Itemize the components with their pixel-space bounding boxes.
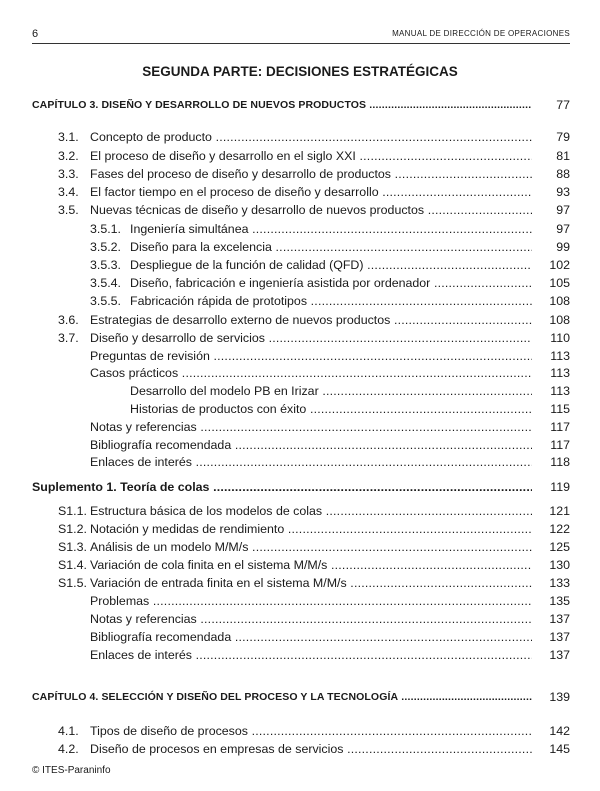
toc-entry-page: 137 bbox=[549, 648, 570, 662]
toc-entry bbox=[58, 520, 570, 538]
page-header bbox=[32, 28, 570, 44]
toc-entry-page: 99 bbox=[556, 240, 570, 254]
toc-entry-page: 130 bbox=[549, 558, 570, 572]
toc-entry-title: Enlaces de interés ..... bbox=[90, 453, 532, 471]
toc-entry-page: 137 bbox=[549, 630, 570, 644]
toc-entry-page: 97 bbox=[556, 222, 570, 236]
toc-entry bbox=[90, 274, 570, 292]
toc-entry-title: Variación de cola finita en el sistema M/M/s ..... bbox=[90, 556, 532, 574]
toc-entry-title: Estructura básica de los modelos de colas ..... bbox=[90, 502, 532, 520]
toc-entry bbox=[58, 538, 570, 556]
toc-entry-page: 115 bbox=[550, 402, 570, 416]
toc-entry-page: 125 bbox=[549, 540, 570, 554]
toc-entry-title: Bibliografía recomendada ..... bbox=[90, 628, 532, 646]
toc-entry-number: S1.4. bbox=[58, 558, 87, 572]
toc-entry bbox=[90, 628, 570, 646]
toc-entry-title: Desarrollo del modelo PB en Irizar ..... bbox=[130, 382, 532, 400]
toc-entry bbox=[90, 256, 570, 274]
toc-entry bbox=[58, 740, 570, 758]
toc-entry bbox=[90, 453, 570, 471]
toc-entry-page: 93 bbox=[556, 185, 570, 199]
toc-entry bbox=[58, 502, 570, 520]
toc-entry-page: 77 bbox=[556, 98, 570, 112]
toc-entry-number: S1.5. bbox=[58, 576, 87, 590]
toc-entry-title: CAPÍTULO 3. DISEÑO Y DESARROLLO DE NUEVOS PRODUCTOS ..... bbox=[32, 96, 532, 114]
toc-entry bbox=[58, 183, 570, 201]
toc-entry-page: 139 bbox=[549, 690, 570, 704]
toc-entry bbox=[58, 722, 570, 740]
toc-entry-title: El factor tiempo en el proceso de diseño y desarrollo ..... bbox=[90, 183, 532, 201]
toc-entry-number: 3.5.4. bbox=[90, 276, 122, 290]
toc-entry-number: 4.2. bbox=[58, 742, 79, 756]
toc-entry bbox=[58, 128, 570, 146]
toc-entry-title: Variación de entrada finita en el sistema M/M/s ..... bbox=[90, 574, 532, 592]
toc-entry-page: 137 bbox=[549, 612, 570, 626]
page-number: 6 bbox=[32, 28, 39, 40]
toc-entry bbox=[130, 400, 570, 418]
toc-entry bbox=[90, 292, 570, 310]
toc-entry-title: Despliegue de la función de calidad (QFD) ..... bbox=[130, 256, 532, 274]
toc-entry-number: S1.1. bbox=[58, 504, 87, 518]
toc-entry-page: 117 bbox=[550, 420, 570, 434]
toc-entry-title: Diseño para la excelencia ..... bbox=[130, 238, 532, 256]
toc-entry-title: Diseño, fabricación e ingeniería asistida por ordenador ..... bbox=[130, 274, 532, 292]
toc-entry-title: Estrategias de desarrollo externo de nuevos productos ..... bbox=[90, 311, 532, 329]
toc-entry-number: S1.2. bbox=[58, 522, 87, 536]
toc-entry bbox=[90, 364, 570, 382]
toc-entry-title: Casos prácticos ..... bbox=[90, 364, 532, 382]
toc-entry-page: 108 bbox=[549, 313, 570, 327]
toc-entry bbox=[58, 556, 570, 574]
toc-entry-page: 113 bbox=[550, 384, 570, 398]
toc-entry-title: Notación y medidas de rendimiento ..... bbox=[90, 520, 532, 538]
toc-entry-title: Ingeniería simultánea ..... bbox=[130, 220, 532, 238]
toc-entry-page: 113 bbox=[550, 349, 570, 363]
toc-entry-title: El proceso de diseño y desarrollo en el siglo XXI ..... bbox=[90, 147, 532, 165]
toc-entry-title: Enlaces de interés ..... bbox=[90, 646, 532, 664]
toc-entry-title: Diseño y desarrollo de servicios ..... bbox=[90, 329, 532, 347]
toc-entry-page: 97 bbox=[556, 203, 570, 217]
toc-entry bbox=[32, 478, 570, 496]
toc-entry-page: 121 bbox=[549, 504, 570, 518]
toc-entry-title: Fases del proceso de diseño y desarrollo de productos ..... bbox=[90, 165, 532, 183]
toc-entry-page: 110 bbox=[550, 331, 570, 345]
toc-entry bbox=[58, 574, 570, 592]
toc-entry-page: 135 bbox=[549, 594, 570, 608]
toc-entry-number: 3.5.2. bbox=[90, 240, 122, 254]
toc-entry bbox=[58, 165, 570, 183]
toc-entry-page: 122 bbox=[549, 522, 570, 536]
toc-entry-title: Tipos de diseño de procesos ..... bbox=[90, 722, 532, 740]
toc-entry-title: Nuevas técnicas de diseño y desarrollo de nuevos productos ..... bbox=[90, 201, 532, 219]
toc-entry-title: Notas y referencias ..... bbox=[90, 418, 532, 436]
toc-entry-page: 118 bbox=[550, 455, 570, 469]
toc-entry-number: 3.5.3. bbox=[90, 258, 122, 272]
toc-entry-number: 3.4. bbox=[58, 185, 79, 199]
toc-entry bbox=[90, 610, 570, 628]
toc-entry bbox=[32, 688, 570, 706]
toc-entry-page: 133 bbox=[549, 576, 570, 590]
toc-entry bbox=[58, 311, 570, 329]
toc-entry bbox=[90, 238, 570, 256]
toc-entry-title: Preguntas de revisión ..... bbox=[90, 347, 532, 365]
toc-entry-number: 3.5. bbox=[58, 203, 79, 217]
toc-entry-number: 3.2. bbox=[58, 149, 79, 163]
toc-entry bbox=[58, 329, 570, 347]
toc-entry-title: Fabricación rápida de prototipos ..... bbox=[130, 292, 532, 310]
toc-entry-title: Concepto de producto ..... bbox=[90, 128, 532, 146]
toc-entry-title: Análisis de un modelo M/M/s ..... bbox=[90, 538, 532, 556]
toc-entry bbox=[90, 646, 570, 664]
copyright-footer: © ITES-Paraninfo bbox=[32, 765, 111, 776]
toc-entry-title: CAPÍTULO 4. SELECCIÓN Y DISEÑO DEL PROCESO Y LA TECNOLOGÍA ..... bbox=[32, 688, 532, 706]
toc-entry bbox=[90, 592, 570, 610]
toc-entry-title: Problemas ..... bbox=[90, 592, 532, 610]
toc-entry-title: Historias de productos con éxito ..... bbox=[130, 400, 532, 418]
toc-entry-title: Bibliografía recomendada ..... bbox=[90, 436, 532, 454]
toc-entry bbox=[130, 382, 570, 400]
toc-entry-title: Suplemento 1. Teoría de colas ..... bbox=[32, 478, 532, 496]
toc-entry bbox=[90, 436, 570, 454]
toc-entry-number: 3.1. bbox=[58, 130, 79, 144]
toc-entry-page: 119 bbox=[550, 480, 570, 494]
toc-entry-page: 79 bbox=[556, 130, 570, 144]
toc-entry-page: 145 bbox=[549, 742, 570, 756]
toc-entry-number: S1.3. bbox=[58, 540, 87, 554]
toc-entry-page: 102 bbox=[549, 258, 570, 272]
toc-entry bbox=[90, 220, 570, 238]
toc-entry-title: Notas y referencias ..... bbox=[90, 610, 532, 628]
toc-entry-page: 117 bbox=[550, 438, 570, 452]
toc-entry bbox=[32, 96, 570, 114]
toc-entry-number: 3.5.5. bbox=[90, 294, 122, 308]
toc-entry-number: 3.3. bbox=[58, 167, 79, 181]
toc-entry-page: 88 bbox=[556, 167, 570, 181]
toc-entry-page: 142 bbox=[549, 724, 570, 738]
toc-entry-number: 3.6. bbox=[58, 313, 79, 327]
toc-entry-page: 113 bbox=[550, 366, 570, 380]
toc-entry bbox=[58, 147, 570, 165]
toc-entry-number: 4.1. bbox=[58, 724, 79, 738]
toc-entry bbox=[90, 347, 570, 365]
running-title: MANUAL DE DIRECCIÓN DE OPERACIONES bbox=[392, 29, 570, 38]
toc-entry-page: 105 bbox=[549, 276, 570, 290]
toc-entry bbox=[58, 201, 570, 219]
toc-entry-title: Diseño de procesos en empresas de servicios ..... bbox=[90, 740, 532, 758]
header-rule bbox=[32, 43, 570, 44]
toc-entry-page: 81 bbox=[556, 149, 570, 163]
toc-entry-page: 108 bbox=[549, 294, 570, 308]
toc-entry-number: 3.7. bbox=[58, 331, 79, 345]
toc-entry bbox=[90, 418, 570, 436]
part-title: SEGUNDA PARTE: DECISIONES ESTRATÉGICAS bbox=[142, 64, 458, 79]
toc-entry-number: 3.5.1. bbox=[90, 222, 122, 236]
